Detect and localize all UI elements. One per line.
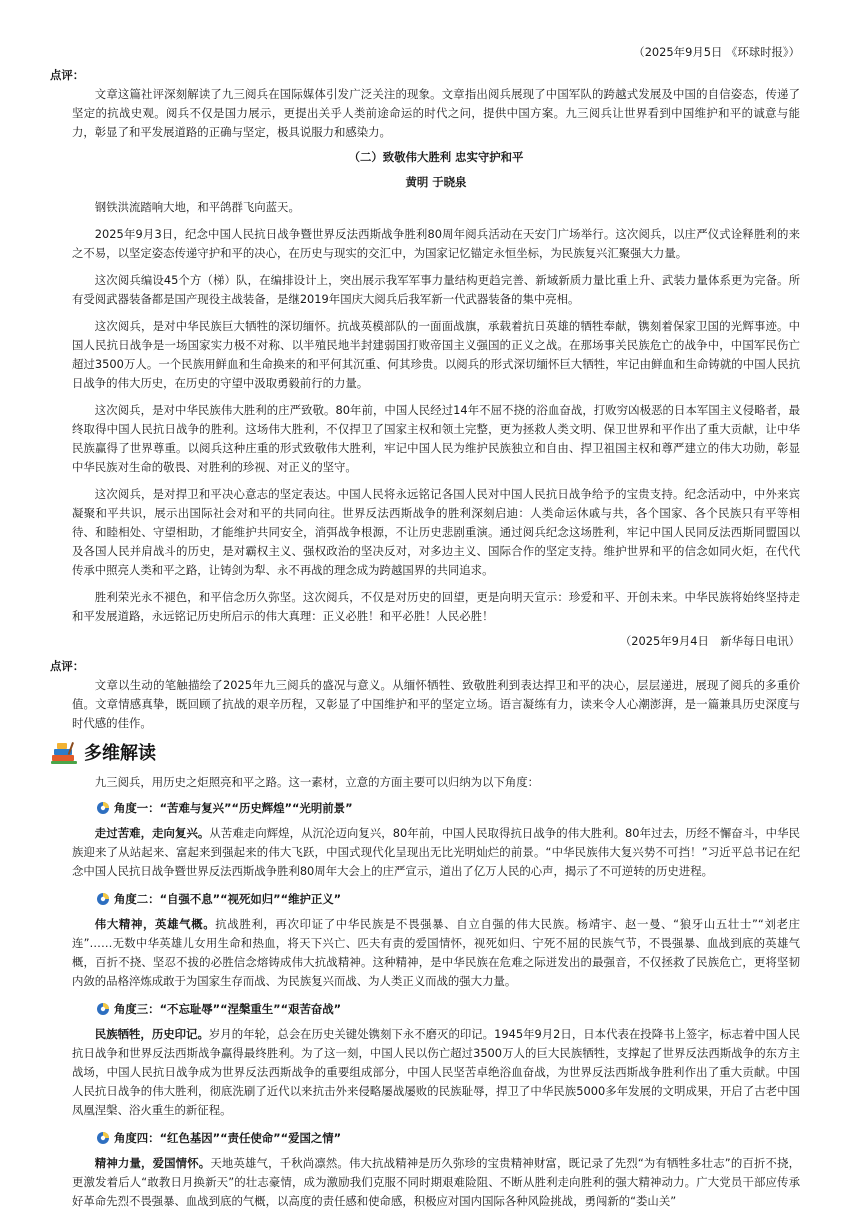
article-paragraph: 这次阅兵，是对中华民族巨大牺牲的深切缅怀。抗战英模部队的一面面战旗，承载着抗日英雄的牺牲奉献，镌刻着保家卫国的光辉事迹。中国人民抗日战争是一场国家实力极不对称、以半殖民地半封建弱国打败帝国主义强国的正义之战。在那场事关民族危亡的战争中，中国军民伤亡超过3500万人。一个民族用鲜血和生命换来的和平何其沉重、何其珍贵。以阅兵的形式深切缅怀巨大牺牲，牢记由鲜血和生命铸就的中国人民抗日战争的伟大历史，在历史的守望中汲取勇毅前行的力量。 xyxy=(72,319,800,390)
angle-label: 角度四：“红色基因”“责任使命”“爱国之情” xyxy=(114,1130,342,1145)
article-paragraph: 2025年9月3日，纪念中国人民抗日战争暨世界反法西斯战争胜利80周年阅兵活动在天安门广场举行。这次阅兵，以庄严仪式诠释胜利的来之不易，以坚定姿态传递守护和平的决心，在历史与现实的交汇中，为国家记忆锚定永恒坐标，为民族复兴汇聚强大力量。 xyxy=(72,227,800,260)
angle-label: 角度三：“不忘耻辱”“涅槃重生”“艰苦奋战” xyxy=(114,1001,342,1016)
angle-lead: 民族牺牲，历史印记。 xyxy=(94,1027,209,1041)
pie-icon xyxy=(96,892,110,906)
angle-body-1 xyxy=(72,824,800,881)
analysis-intro: 九三阅兵，用历史之炬照亮和平之路。这一素材，立意的方面主要可以归纳为以下角度： xyxy=(94,775,540,789)
source-line-2: （2025年9月4日 新华每日电讯） xyxy=(619,634,800,648)
article-paragraph: 这次阅兵编设45个方（梯）队，在编排设计上，突出展示我军军事力量结构更趋完善、新域新质力量比重上升、武装力量体系更为完备。所有受阅武器装备都是国产现役主战装备，是继2019年国庆大阅兵后我军新一代武器装备的集中亮相。 xyxy=(72,273,800,306)
books-icon xyxy=(50,740,78,766)
angle-heading-2 xyxy=(72,887,800,911)
section-heading xyxy=(50,737,800,769)
angle-heading-3 xyxy=(72,997,800,1021)
angle-heading-1 xyxy=(72,796,800,820)
section-title: 多维解读 xyxy=(84,742,156,764)
comment-text-1: 文章这篇社评深刻解读了九三阅兵在国际媒体引发广泛关注的现象。文章指出阅兵展现了中国军队的跨越式发展及中国的自信姿态，传递了坚定的抗战史观。阅兵不仅是国力展示，更提出关乎人类前途命运的时代之问，提供中国方案。九三阅兵让世界看到中国维护和平的诚意与能力，彰显了和平发展道路的正确与坚定，极具说服力和感染力。 xyxy=(72,87,800,139)
comment-text-2: 文章以生动的笔触描绘了2025年九三阅兵的盛况与意义。从缅怀牺牲、致敬胜利到表达捍卫和平的决心，层层递进，展现了阅兵的多重价值。文章情感真挚，既回顾了抗战的艰辛历程，又彰显了中国维护和平的坚定立场。语言凝练有力，读来令人心潮澎湃，是一篇兼具历史深度与时代感的佳作。 xyxy=(72,678,800,730)
angle-body-2 xyxy=(72,915,800,991)
article-author: 黄明 于晓泉 xyxy=(405,175,467,189)
angle-body-4 xyxy=(72,1154,800,1211)
angle-text: 从苦难走向辉煌，从沉沦迈向复兴，80年前，中国人民取得抗日战争的伟大胜利。80年过去，历经不懈奋斗，中华民族迎来了从站起来、富起来到强起来的伟大飞跃，中国式现代化呈现出无比光明灿烂的前景。“中华民族伟大复兴势不可挡！”习近平总书记在纪念中国人民抗日战争暨世界反法西斯战争胜利80周年大会上的庄严宣示，道出了亿万人民的心声，揭示了不可逆转的历史进程。 xyxy=(72,826,800,878)
angle-text: 天地英雄气，千秋尚凛然。伟大抗战精神是历久弥珍的宝贵精神财富，既记录了先烈“为有牺牲多壮志”的百折不挠，更激发着后人“敢教日月换新天”的壮志豪情，成为激励我们克服不同时期艰难险阻、不断从胜利走向胜利的强大精神动力。广大党员干部应传承好革命先烈不畏强暴、血战到底的气概，以高度的责任感和使命感，积极应对国内国际各种风险挑战，勇闯新的“娄山关” xyxy=(72,1156,800,1208)
article-paragraph: 这次阅兵，是对捍卫和平决心意志的坚定表达。中国人民将永远铭记各国人民对中国人民抗日战争给予的宝贵支持。纪念活动中，中外来宾凝聚和平共识，展示出国际社会对和平的共同向往。世界反法西斯战争的胜利深刻启迪：人类命运休戚与共，各个国家、各个民族只有平等相待、和睦相处、守望相助，才能维护共同安全，消弭战争根源，不让历史悲剧重演。通过阅兵纪念这场胜利，牢记中国人民同反法西斯同盟国以及各国人民并肩战斗的历史，是对霸权主义、强权政治的坚决反对，对多边主义、国际合作的坚定支持。维护世界和平的信念如同火炬，在代代传承中照亮人类和平之路，让铸剑为犁、永不再战的理念成为跨越国界的共同追求。 xyxy=(72,487,800,577)
article-paragraph: 胜利荣光永不褪色，和平信念历久弥坚。这次阅兵，不仅是对历史的回望，更是向明天宣示：珍爱和平、开创未来。中华民族将始终坚持走和平发展道路，永远铭记历史所启示的伟大真理：正义必胜！和平必胜！人民必胜！ xyxy=(72,590,800,623)
angle-lead: 伟大精神，英雄气概。 xyxy=(94,917,216,931)
angle-lead: 精神力量，爱国情怀。 xyxy=(94,1156,211,1170)
article-paragraph: 钢铁洪流踏响大地，和平鸽群飞向蓝天。 xyxy=(94,200,300,214)
angle-body-3 xyxy=(72,1025,800,1120)
pie-icon xyxy=(96,1002,110,1016)
angle-text: 岁月的年轮，总会在历史关键处镌刻下永不磨灭的印记。1945年9月2日，日本代表在投降书上签字，标志着中国人民抗日战争和世界反法西斯战争赢得最终胜利。为了这一刻，中国人民以伤亡超过3500万人的巨大民族牺牲，支撑起了世界反法西斯战争的东方主战场，中国人民抗日战争成为世界反法西斯战争的重要组成部分，中国人民坚苦卓绝浴血奋战，为世界反法西斯战争胜利作出了重大贡献。中国人民抗日战争的伟大胜利，彻底洗刷了近代以来抗击外来侵略屡战屡败的民族耻辱，捍卫了中华民族5000多年发展的文明成果，开启了古老中国凤凰涅槃、浴火重生的新征程。 xyxy=(72,1027,800,1117)
article-paragraph: 这次阅兵，是对中华民族伟大胜利的庄严致敬。80年前，中国人民经过14年不屈不挠的浴血奋战，打败穷凶极恶的日本军国主义侵略者，最终取得中国人民抗日战争的胜利。这场伟大胜利，不仅捍卫了国家主权和领土完整，更为拯救人类文明、保卫世界和平作出了重大贡献，让中华民族赢得了世界尊重。以阅兵这种庄重的形式致敬伟大胜利，牢记中国人民为维护民族独立和自由、捍卫祖国主权和尊严建立的伟大功勋，彰显中华民族对生命的敬畏、对胜利的珍视、对正义的坚守。 xyxy=(72,403,800,474)
angle-heading-4 xyxy=(72,1126,800,1150)
angle-text: 抗战胜利，再次印证了中华民族是不畏强暴、自立自强的伟大民族。杨靖宇、赵一曼、“狼牙山五壮士”“刘老庄连”……无数中华英雄儿女用生命和热血，将天下兴亡、匹夫有责的爱国情怀，视死如归、宁死不屈的民族气节，不畏强暴、血战到底的英雄气概，百折不挠、坚忍不拔的必胜信念熔铸成伟大抗战精神。这种精神，是中华民族在危难之际迸发出的最强音，不仅拯救了民族危亡，更将坚韧内敛的品格淬炼成敢于为国家生存而战、为民族复兴而战、为人类正义而战的强大力量。 xyxy=(72,917,800,988)
angle-label: 角度一：“苦难与复兴”“历史辉煌”“光明前景” xyxy=(114,800,353,815)
pie-icon xyxy=(96,801,110,815)
article-title: （二）致敬伟大胜利 忠实守护和平 xyxy=(348,150,524,164)
angle-lead: 走过苦难，走向复兴。 xyxy=(94,826,210,840)
comment-label-1: 点评： xyxy=(50,68,85,82)
angle-label: 角度二：“自强不息”“视死如归”“维护正义” xyxy=(114,891,342,906)
pie-icon xyxy=(96,1131,110,1145)
source-line-1: （2025年9月5日 《环球时报》） xyxy=(633,45,800,59)
comment-label-2: 点评： xyxy=(50,659,85,673)
